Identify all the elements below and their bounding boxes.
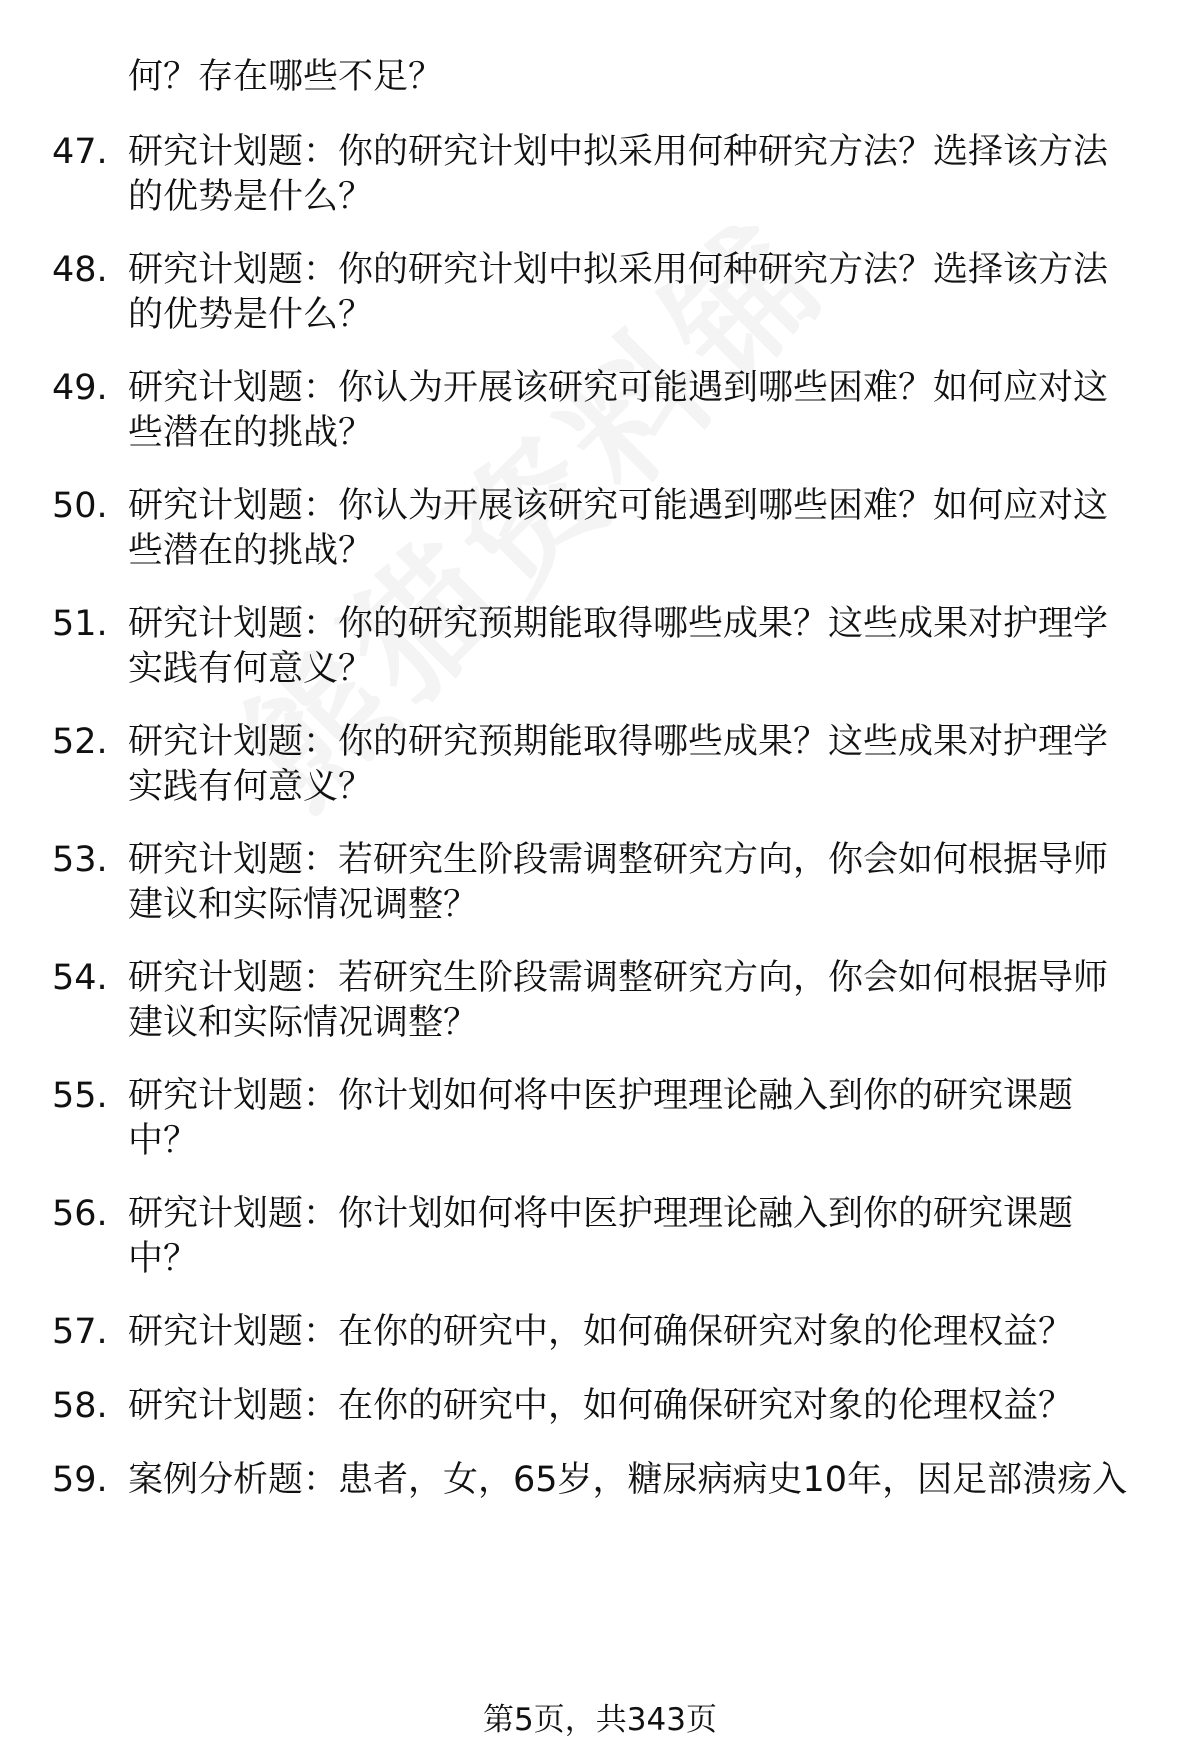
question-text: 的优势是什么？: [128, 177, 374, 217]
question-text: 建议和实际情况调整？: [128, 885, 479, 925]
question-text: 研究计划题：在你的研究中，如何确保研究对象的伦理权益？: [128, 1312, 1074, 1352]
question-text: 建议和实际情况调整？: [128, 1003, 479, 1043]
question-text: 研究计划题：若研究生阶段需调整研究方向，你会如何根据导师: [128, 958, 1109, 998]
question-text: 实践有何意义？: [128, 767, 374, 807]
question-text: 研究计划题：你计划如何将中医护理理论融入到你的研究课题: [128, 1194, 1074, 1234]
question-text: 研究计划题：若研究生阶段需调整研究方向，你会如何根据导师: [128, 840, 1109, 880]
question-text: 研究计划题：你认为开展该研究可能遇到哪些困难？如何应对这: [128, 368, 1109, 408]
question-number: 58.: [52, 1386, 108, 1426]
question-number: 47.: [52, 132, 108, 172]
question-number: 59.: [52, 1460, 108, 1500]
question-text: 案例分析题：患者，女，65岁，糖尿病病史10年，因足部溃疡入: [128, 1460, 1128, 1500]
question-text: 研究计划题：你的研究预期能取得哪些成果？这些成果对护理学: [128, 604, 1109, 644]
question-text: 中？: [128, 1121, 199, 1161]
question-text: 些潜在的挑战？: [128, 413, 374, 453]
question-number: 55.: [52, 1076, 108, 1116]
question-text: 研究计划题：你认为开展该研究可能遇到哪些困难？如何应对这: [128, 486, 1109, 526]
question-number: 48.: [52, 250, 108, 290]
question-number: 56.: [52, 1194, 108, 1234]
page-footer: 第5页，共343页: [483, 1702, 717, 1738]
question-text: 实践有何意义？: [128, 649, 374, 689]
question-text: 的优势是什么？: [128, 295, 374, 335]
question-text: 研究计划题：你的研究计划中拟采用何种研究方法？选择该方法: [128, 132, 1109, 172]
question-text: 中？: [128, 1239, 199, 1279]
continuation-text: 何？存在哪些不足？: [128, 57, 444, 97]
question-text: 些潜在的挑战？: [128, 531, 374, 571]
question-number: 50.: [52, 486, 108, 526]
question-number: 51.: [52, 604, 108, 644]
question-number: 49.: [52, 368, 108, 408]
question-text: 研究计划题：你计划如何将中医护理理论融入到你的研究课题: [128, 1076, 1074, 1116]
question-text: 研究计划题：在你的研究中，如何确保研究对象的伦理权益？: [128, 1386, 1074, 1426]
question-text: 研究计划题：你的研究预期能取得哪些成果？这些成果对护理学: [128, 722, 1109, 762]
question-text: 研究计划题：你的研究计划中拟采用何种研究方法？选择该方法: [128, 250, 1109, 290]
question-number: 52.: [52, 722, 108, 762]
question-number: 53.: [52, 840, 108, 880]
question-number: 54.: [52, 958, 108, 998]
question-number: 57.: [52, 1312, 108, 1352]
